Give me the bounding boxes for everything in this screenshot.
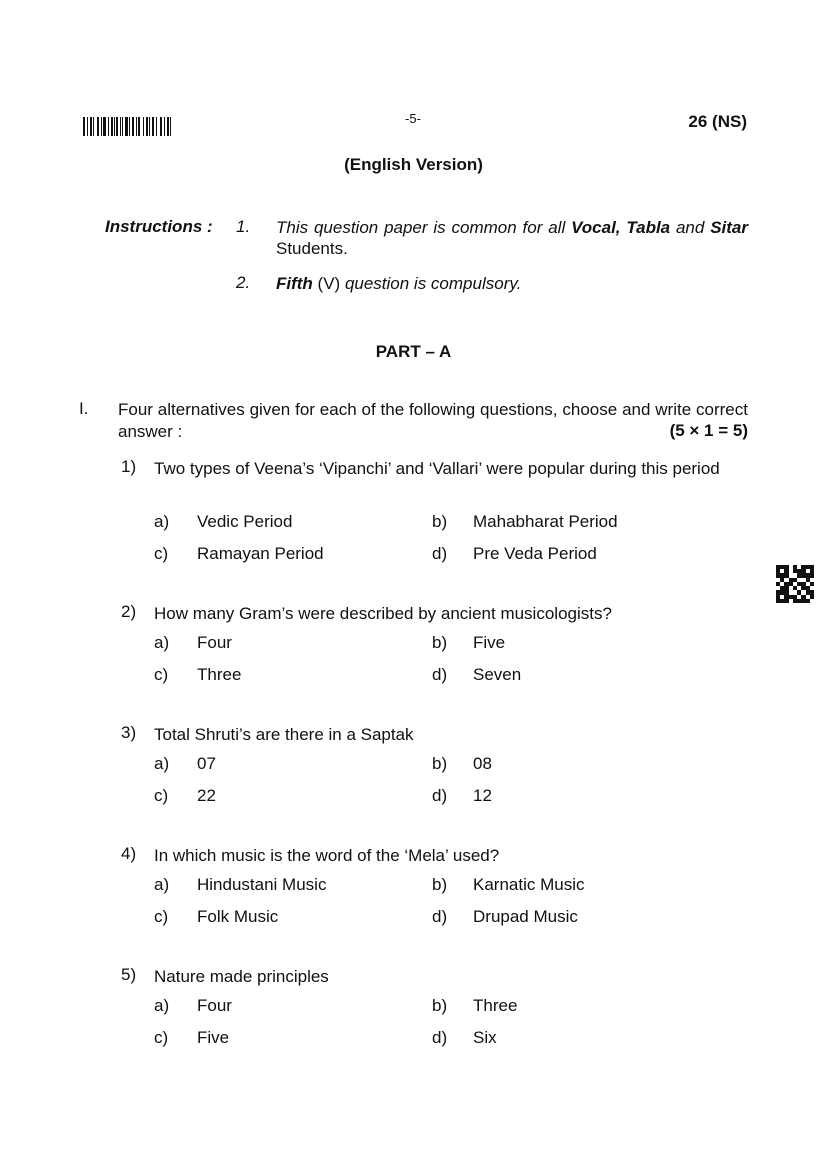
- option-label: b): [432, 875, 448, 894]
- question-number: 4): [121, 844, 137, 863]
- barcode: [83, 117, 190, 136]
- option-label: a): [154, 875, 170, 894]
- question-text: Nature made principles: [154, 967, 329, 986]
- section-number: I.: [79, 399, 89, 418]
- option-label: d): [432, 544, 448, 563]
- option-text: Karnatic Music: [473, 875, 585, 894]
- option-label: a): [154, 512, 170, 531]
- option-text: Seven: [473, 665, 522, 684]
- option-label: c): [154, 544, 169, 563]
- option-label: c): [154, 1028, 169, 1047]
- instruction-number: 1.: [236, 217, 251, 236]
- option-text: Folk Music: [197, 907, 279, 926]
- page-number: -5-: [405, 111, 421, 126]
- option-text: Four: [197, 996, 232, 1015]
- option-text: Three: [473, 996, 518, 1015]
- option-text: Ramayan Period: [197, 544, 324, 563]
- option-label: b): [432, 754, 448, 773]
- option-text: 12: [473, 786, 492, 805]
- instruction-text: This question paper is common for all Vocal, Tabla and Sitar Students.: [276, 218, 748, 258]
- question-text: In which music is the word of the ‘Mela’ used?: [154, 846, 500, 865]
- option-text: Vedic Period: [197, 512, 293, 531]
- option-text: 22: [197, 786, 216, 805]
- option-label: a): [154, 633, 170, 652]
- question-number: 5): [121, 965, 137, 984]
- option-label: d): [432, 1028, 448, 1047]
- part-title: PART – A: [375, 342, 452, 361]
- option-text: Mahabharat Period: [473, 512, 618, 531]
- question-text: Two types of Veena’s ‘Vipanchi’ and ‘Vallari’ were popular during this period: [154, 459, 720, 478]
- section-marks: (5 × 1 = 5): [669, 421, 748, 440]
- option-text: Four: [197, 633, 232, 652]
- option-label: b): [432, 996, 448, 1015]
- option-text: Five: [197, 1028, 230, 1047]
- option-text: Three: [197, 665, 242, 684]
- option-label: c): [154, 665, 169, 684]
- version-title: (English Version): [344, 155, 483, 174]
- option-label: a): [154, 754, 170, 773]
- instruction-text: Fifth (V) question is compulsory.: [276, 274, 522, 293]
- option-text: Drupad Music: [473, 907, 578, 926]
- question-number: 3): [121, 723, 137, 742]
- option-label: a): [154, 996, 170, 1015]
- instruction-number: 2.: [236, 273, 251, 292]
- question-number: 2): [121, 602, 137, 621]
- instructions-label: Instructions :: [105, 217, 213, 236]
- option-label: c): [154, 907, 169, 926]
- option-label: d): [432, 665, 448, 684]
- option-text: 07: [197, 754, 216, 773]
- option-label: d): [432, 786, 448, 805]
- question-text: Total Shruti’s are there in a Saptak: [154, 725, 414, 744]
- paper-code: 26 (NS): [688, 112, 747, 131]
- question-text: How many Gram’s were described by ancient musicologists?: [154, 604, 612, 623]
- option-text: Six: [473, 1028, 497, 1047]
- option-text: Hindustani Music: [197, 875, 327, 894]
- option-label: d): [432, 907, 448, 926]
- qr-code: [776, 565, 814, 603]
- option-label: c): [154, 786, 169, 805]
- option-label: b): [432, 512, 448, 531]
- option-text: Pre Veda Period: [473, 544, 597, 563]
- question-number: 1): [121, 457, 137, 476]
- option-text: Five: [473, 633, 506, 652]
- section-instruction: Four alternatives given for each of the following questions, choose and write correct answer :: [118, 400, 748, 441]
- option-label: b): [432, 633, 448, 652]
- option-text: 08: [473, 754, 492, 773]
